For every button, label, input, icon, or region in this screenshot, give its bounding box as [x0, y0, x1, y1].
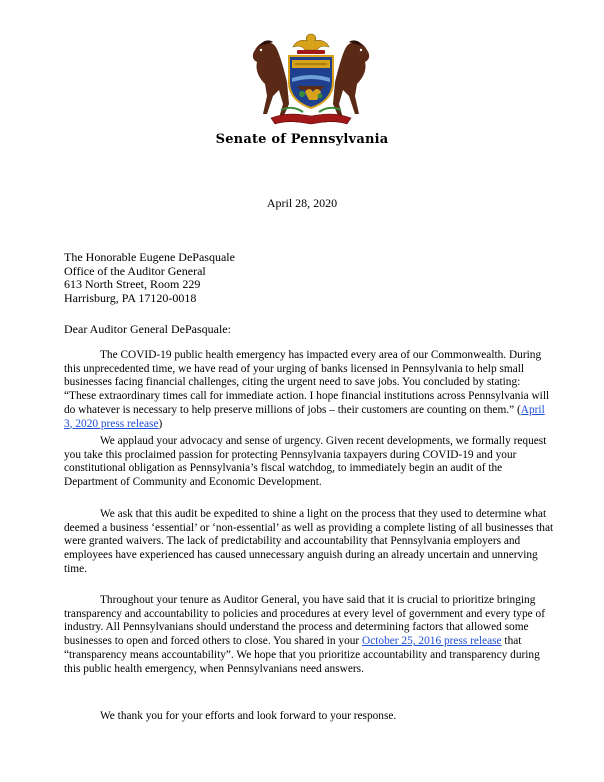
recipient-city: Harrisburg, PA 17120-0018 — [64, 290, 197, 305]
paragraph-3-text: We ask that this audit be expedited to shine a light on the process that they used to determine what deemed a business ‘essential’ or ‘non-essential’ as well as providing a complete listing of all businesses that were granted waivers. The lack of predictability and accountability that Pennsylvania employers and employees have experienced has caused unnecessary anguish during an already uncertain and unnerving time. — [64, 508, 554, 575]
salutation: Dear Auditor General DePasquale: — [64, 322, 231, 336]
letterhead-title: Senate of Pennsylvania — [215, 132, 389, 147]
press-release-link-2020[interactable]: April 3, 2020 press release — [64, 403, 545, 430]
recipient-street: 613 North Street, Room 229 — [64, 277, 201, 292]
letter-date: April 28, 2020 — [266, 196, 338, 210]
eagle-crest-icon — [293, 34, 329, 54]
recipient-name: The Honorable Eugene DePasquale — [64, 250, 235, 264]
paragraph-1 — [64, 349, 554, 431]
paragraph-1-after: ) — [158, 417, 163, 430]
paragraph-4-text: Throughout your tenure as Auditor General, you have said that it is crucial to prioritize bringing transparency and accountability to policies and procedures at every level of government and every type of industry. All Pennsylvanians should understand the process and determining factors that allowed some businesses to open and forced others to close. You shared in your — [64, 594, 545, 648]
right-horse-icon — [333, 40, 369, 118]
recipient-office: Office of the Auditor General — [64, 263, 206, 278]
shield-icon — [289, 56, 333, 108]
left-horse-icon — [253, 40, 289, 118]
paragraph-2-text: We applaud your advocacy and sense of urgency. Given recent developments, we formally request you take this proclaimed passion for protecting Pennsylvania taxpayers during COVID-19 and your constitutional obligation as Pennsylvania’s fiscal watchdog, to immediately begin an audit of the Department of Community and Economic Development. — [64, 435, 547, 489]
paragraph-5 — [64, 710, 554, 724]
pennsylvania-coat-of-arms-icon — [245, 30, 377, 136]
paragraph-1-text: The COVID-19 public health emergency has impacted every area of our Commonwealth. During this unprecedented time, we have read of your urging of banks licensed in Pennsylvania to help small businesses facing financial challenges, citing the urgent need to save jobs. You concluded by stating: “These extraordinary times call for immediate action. I hope financial institutions across Pennsylvania will do whatever is necessary to help preserve millions of jobs – their customers are counting on them.” ( — [64, 349, 550, 416]
recipient-address — [64, 251, 235, 305]
paragraph-3 — [64, 508, 554, 577]
paragraph-4 — [64, 594, 554, 676]
paragraph-4-after: that “transparency means accountability”. We hope that you prioritize accountability and transparency during this public health emergency, when Pennsylvanians need answers. — [64, 635, 540, 675]
paragraph-5-text: We thank you for your efforts and look forward to your response. — [100, 710, 397, 722]
press-release-link-2016[interactable]: October 25, 2016 press release — [362, 635, 502, 648]
paragraph-2 — [64, 435, 554, 490]
